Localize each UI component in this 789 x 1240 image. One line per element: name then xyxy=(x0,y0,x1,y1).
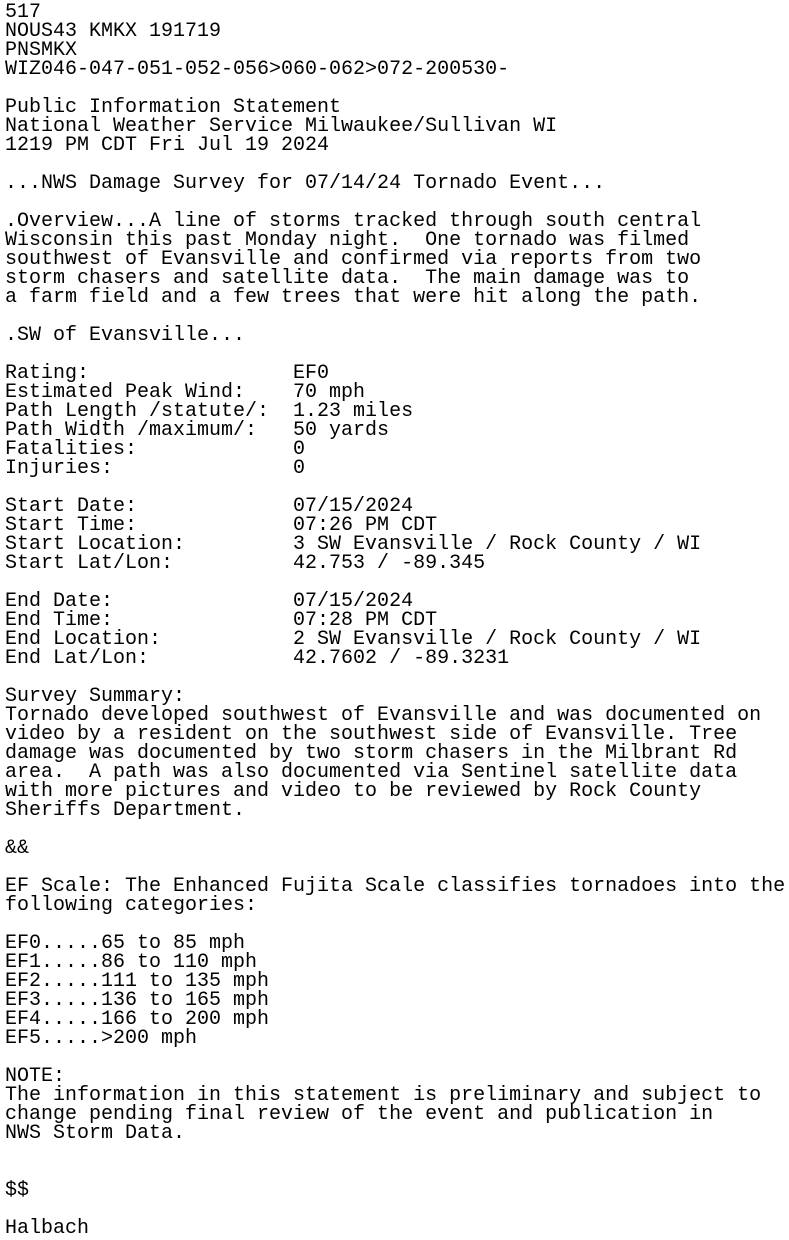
text-line: EF5.....>200 mph xyxy=(5,1027,198,1050)
text-line: The information in this statement is preliminary and subject to xyxy=(5,1084,762,1107)
text-line: .Overview...A line of storms tracked through south central xyxy=(5,210,702,233)
text-line: WIZ046-047-051-052-056>060-062>072-200530- xyxy=(5,58,510,81)
text-line: $$ xyxy=(5,1179,30,1202)
text-line: EF2.....111 to 135 mph xyxy=(5,970,270,993)
text-line: Fatalities: 0 xyxy=(5,438,306,461)
text-line: EF1.....86 to 110 mph xyxy=(5,951,258,974)
text-line: Survey Summary: xyxy=(5,685,186,708)
text-line: Tornado developed southwest of Evansville and was documented on xyxy=(5,704,762,727)
text-line: EF4.....166 to 200 mph xyxy=(5,1008,270,1031)
text-line: southwest of Evansville and confirmed via reports from two xyxy=(5,248,702,271)
text-line: Rating: EF0 xyxy=(5,362,330,385)
text-line: a farm field and a few trees that were hit along the path. xyxy=(5,286,702,309)
text-line: National Weather Service Milwaukee/Sullivan WI xyxy=(5,115,558,138)
text-line: Sheriffs Department. xyxy=(5,799,246,822)
text-line: storm chasers and satellite data. The main damage was to xyxy=(5,267,690,290)
text-line: NOUS43 KMKX 191719 xyxy=(5,20,222,43)
text-line: PNSMKX xyxy=(5,39,78,62)
text-line: Public Information Statement xyxy=(5,96,342,119)
text-line: NOTE: xyxy=(5,1065,66,1088)
text-line xyxy=(5,820,789,839)
text-line: Halbach xyxy=(5,1217,90,1240)
text-line: Start Lat/Lon: 42.753 / -89.345 xyxy=(5,552,486,575)
text-line: End Location: 2 SW Evansville / Rock County / WI xyxy=(5,628,702,651)
text-line: area. A path was also documented via Sentinel satellite data xyxy=(5,761,738,784)
text-line: 517 xyxy=(5,1,42,24)
text-line: End Date: 07/15/2024 xyxy=(5,590,414,613)
text-line: Estimated Peak Wind: 70 mph xyxy=(5,381,366,404)
text-line: with more pictures and video to be reviewed by Rock County xyxy=(5,780,702,803)
text-line: EF3.....136 to 165 mph xyxy=(5,989,270,1012)
text-line: EF0.....65 to 85 mph xyxy=(5,932,246,955)
text-line: ...NWS Damage Survey for 07/14/24 Tornado Event... xyxy=(5,172,606,195)
text-line: 1219 PM CDT Fri Jul 19 2024 xyxy=(5,134,330,157)
text-line: NWS Storm Data. xyxy=(5,1122,186,1145)
text-line xyxy=(5,1200,789,1219)
text-line: video by a resident on the southwest side of Evansville. Tree xyxy=(5,723,738,746)
text-line: Start Location: 3 SW Evansville / Rock County / WI xyxy=(5,533,702,556)
text-line: End Lat/Lon: 42.7602 / -89.3231 xyxy=(5,647,510,670)
text-line: Start Date: 07/15/2024 xyxy=(5,495,414,518)
text-line: Wisconsin this past Monday night. One tornado was filmed xyxy=(5,229,690,252)
text-line: Path Length /statute/: 1.23 miles xyxy=(5,400,414,423)
text-line xyxy=(5,1162,789,1181)
text-line: Path Width /maximum/: 50 yards xyxy=(5,419,390,442)
text-line: .SW of Evansville... xyxy=(5,324,246,347)
text-line xyxy=(5,1048,789,1067)
text-line: && xyxy=(5,837,30,860)
text-line: change pending final review of the event and publication in xyxy=(5,1103,714,1126)
text-line: Injuries: 0 xyxy=(5,457,306,480)
text-line: EF Scale: The Enhanced Fujita Scale classifies tornadoes into the xyxy=(5,875,786,898)
text-line xyxy=(5,1143,789,1162)
text-line: damage was documented by two storm chasers in the Milbrant Rd xyxy=(5,742,738,765)
text-line: End Time: 07:28 PM CDT xyxy=(5,609,438,632)
text-line: Start Time: 07:26 PM CDT xyxy=(5,514,438,537)
text-line: following categories: xyxy=(5,894,258,917)
